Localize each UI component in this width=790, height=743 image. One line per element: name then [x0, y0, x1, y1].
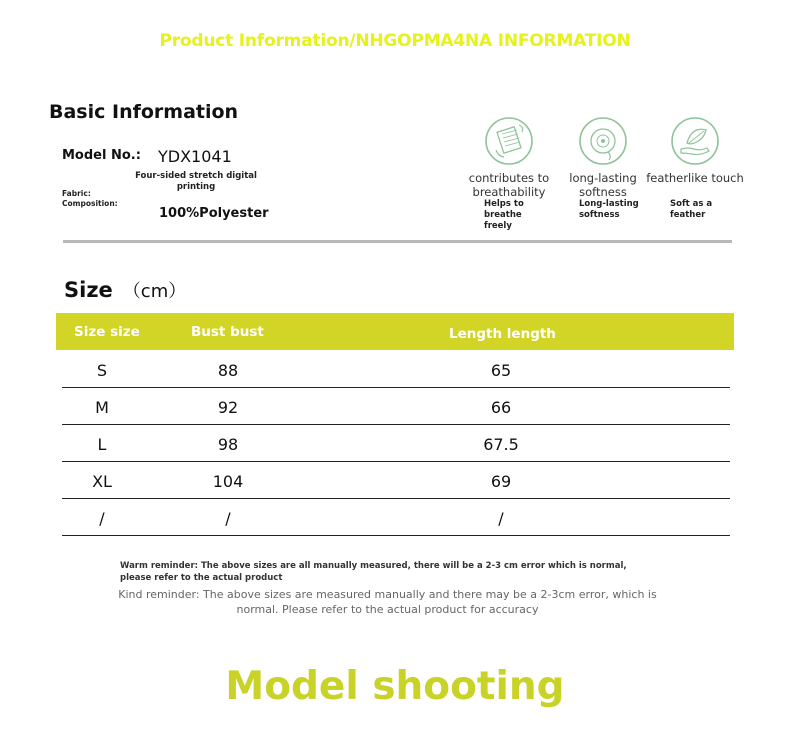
page-header-title: Product Information/NHGOPMA4NA INFORMATION: [159, 31, 631, 51]
feature-breathability: [459, 116, 559, 199]
size-table-header: [56, 313, 734, 350]
cell-bust: 98: [217, 435, 239, 454]
feature-title: featherlike touch: [646, 171, 744, 185]
header-size: Size size: [74, 324, 140, 340]
cell-bust: 104: [212, 472, 244, 491]
kind-reminder: Kind reminder: The above sizes are measured manually and there may be a 2-3cm error, which is normal. Please refer to the actual product for accuracy: [118, 588, 657, 616]
feature-subtitle: Helps to breathe freely: [484, 199, 524, 231]
cell-size: /: [99, 509, 105, 528]
composition-value: 100%Polyester: [159, 206, 269, 221]
feature-feather-touch: [645, 116, 745, 185]
cell-bust: 92: [217, 398, 239, 417]
cell-size: XL: [92, 472, 112, 491]
table-row: [62, 350, 730, 388]
header-bust: Bust bust: [191, 324, 264, 340]
cell-size: L: [97, 435, 107, 454]
table-row: [62, 424, 730, 462]
fabric-label: Fabric:: [62, 189, 91, 198]
feature-softness: [553, 116, 653, 199]
feature-title: contributes to breathability: [468, 171, 550, 199]
cell-bust: /: [225, 509, 231, 528]
model-value: YDX1041: [158, 147, 232, 166]
cell-length: /: [498, 509, 504, 528]
warm-reminder: Warm reminder: The above sizes are all manually measured, there will be a 2-3 cm error which is normal, please refer to the actual product: [120, 561, 627, 583]
table-row: [62, 461, 730, 499]
cell-size: M: [95, 398, 109, 417]
size-unit: （cm）: [122, 281, 187, 302]
cell-bust: 88: [217, 361, 239, 380]
cell-length: 67.5: [483, 435, 519, 454]
cell-length: 69: [490, 472, 512, 491]
feature-subtitle: Soft as a feather: [670, 199, 713, 220]
feature-subtitle: Long-lasting softness: [579, 199, 639, 220]
table-row: [62, 498, 730, 536]
size-title-text: Size: [64, 278, 113, 302]
basic-info-title: Basic Information: [49, 101, 239, 123]
cell-length: 65: [490, 361, 512, 380]
fabric-value: Four-sided stretch digital printing: [135, 171, 257, 192]
composition-label: Composition:: [62, 199, 118, 208]
table-row: [62, 387, 730, 425]
model-shooting-title: Model shooting: [225, 664, 565, 709]
model-label: Model No.:: [62, 148, 141, 163]
feather-touch-icon: [670, 116, 720, 166]
feature-title: long-lasting softness: [569, 171, 637, 199]
cell-size: S: [96, 361, 108, 380]
breathability-icon: [484, 116, 534, 166]
section-divider: [63, 240, 732, 243]
header-length: Length length: [449, 326, 556, 342]
softness-icon: [578, 116, 628, 166]
size-section-title: [64, 277, 186, 303]
cell-length: 66: [490, 398, 512, 417]
